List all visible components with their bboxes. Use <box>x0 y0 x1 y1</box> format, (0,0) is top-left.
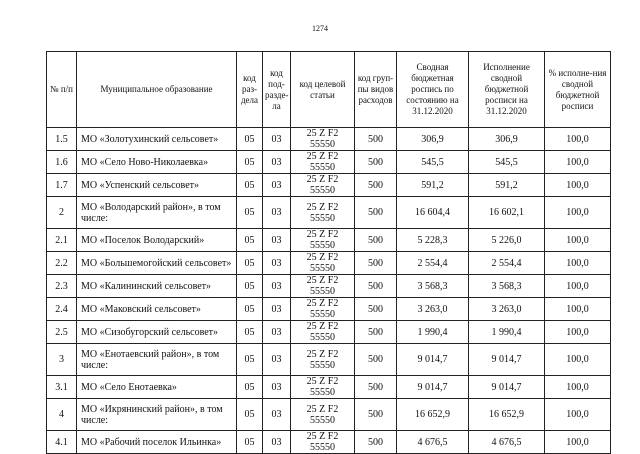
header-expense-group-code: код груп-пы видов расходов <box>355 52 397 128</box>
percent-cell: 100,0 <box>545 128 611 151</box>
header-subsection-code: код под-разде-ла <box>263 52 291 128</box>
table-row <box>47 197 611 229</box>
section-code-cell: 05 <box>237 376 263 399</box>
municipality-cell: МО «Икрянинский район», в том числе: <box>77 399 237 431</box>
target-article-cell: 25 Z F2 55550 <box>291 431 355 454</box>
execution-cell: 2 554,4 <box>469 252 545 275</box>
municipality-cell: МО «Золотухинский сельсовет» <box>77 128 237 151</box>
section-code-cell: 05 <box>237 431 263 454</box>
expense-group-cell: 500 <box>355 344 397 376</box>
section-code-cell: 05 <box>237 174 263 197</box>
percent-cell: 100,0 <box>545 275 611 298</box>
table-row <box>47 399 611 431</box>
table-row <box>47 344 611 376</box>
row-number-cell: 2.4 <box>47 298 77 321</box>
execution-cell: 3 568,3 <box>469 275 545 298</box>
table-row <box>47 275 611 298</box>
section-code-cell: 05 <box>237 321 263 344</box>
header-execution: Исполнение сводной бюджетной росписи на 31.12.2020 <box>469 52 545 128</box>
municipality-cell: МО «Поселок Володарский» <box>77 229 237 252</box>
header-execution-percent: % исполне-ния сводной бюджетной росписи <box>545 52 611 128</box>
subsection-code-cell: 03 <box>263 298 291 321</box>
expense-group-cell: 500 <box>355 321 397 344</box>
table-row <box>47 431 611 454</box>
municipality-cell: МО «Рабочий поселок Ильинка» <box>77 431 237 454</box>
table-row <box>47 128 611 151</box>
budget-list-cell: 306,9 <box>397 128 469 151</box>
municipality-cell: МО «Калининский сельсовет» <box>77 275 237 298</box>
percent-cell: 100,0 <box>545 229 611 252</box>
target-article-cell: 25 Z F2 55550 <box>291 151 355 174</box>
budget-list-cell: 16 652,9 <box>397 399 469 431</box>
subsection-code-cell: 03 <box>263 252 291 275</box>
table-row <box>47 252 611 275</box>
municipality-cell: МО «Село Ново-Николаевка» <box>77 151 237 174</box>
expense-group-cell: 500 <box>355 128 397 151</box>
subsection-code-cell: 03 <box>263 151 291 174</box>
expense-group-cell: 500 <box>355 376 397 399</box>
percent-cell: 100,0 <box>545 321 611 344</box>
budget-list-cell: 4 676,5 <box>397 431 469 454</box>
target-article-cell: 25 Z F2 55550 <box>291 229 355 252</box>
percent-cell: 100,0 <box>545 197 611 229</box>
subsection-code-cell: 03 <box>263 431 291 454</box>
budget-list-cell: 545,5 <box>397 151 469 174</box>
percent-cell: 100,0 <box>545 174 611 197</box>
table-row <box>47 151 611 174</box>
expense-group-cell: 500 <box>355 197 397 229</box>
row-number-cell: 3.1 <box>47 376 77 399</box>
execution-cell: 1 990,4 <box>469 321 545 344</box>
percent-cell: 100,0 <box>545 151 611 174</box>
section-code-cell: 05 <box>237 197 263 229</box>
subsection-code-cell: 03 <box>263 399 291 431</box>
row-number-cell: 1.5 <box>47 128 77 151</box>
section-code-cell: 05 <box>237 252 263 275</box>
table-row <box>47 174 611 197</box>
percent-cell: 100,0 <box>545 376 611 399</box>
percent-cell: 100,0 <box>545 252 611 275</box>
execution-cell: 16 652,9 <box>469 399 545 431</box>
percent-cell: 100,0 <box>545 344 611 376</box>
execution-cell: 4 676,5 <box>469 431 545 454</box>
target-article-cell: 25 Z F2 55550 <box>291 321 355 344</box>
municipality-cell: МО «Енотаевский район», в том числе: <box>77 344 237 376</box>
expense-group-cell: 500 <box>355 151 397 174</box>
header-number: № п/п <box>47 52 77 128</box>
budget-list-cell: 9 014,7 <box>397 376 469 399</box>
section-code-cell: 05 <box>237 344 263 376</box>
percent-cell: 100,0 <box>545 298 611 321</box>
row-number-cell: 3 <box>47 344 77 376</box>
percent-cell: 100,0 <box>545 399 611 431</box>
expense-group-cell: 500 <box>355 275 397 298</box>
execution-cell: 9 014,7 <box>469 376 545 399</box>
target-article-cell: 25 Z F2 55550 <box>291 252 355 275</box>
execution-cell: 9 014,7 <box>469 344 545 376</box>
target-article-cell: 25 Z F2 55550 <box>291 399 355 431</box>
section-code-cell: 05 <box>237 151 263 174</box>
target-article-cell: 25 Z F2 55550 <box>291 298 355 321</box>
execution-cell: 3 263,0 <box>469 298 545 321</box>
subsection-code-cell: 03 <box>263 229 291 252</box>
expense-group-cell: 500 <box>355 174 397 197</box>
table-row <box>47 229 611 252</box>
row-number-cell: 1.6 <box>47 151 77 174</box>
target-article-cell: 25 Z F2 55550 <box>291 128 355 151</box>
execution-cell: 591,2 <box>469 174 545 197</box>
row-number-cell: 1.7 <box>47 174 77 197</box>
section-code-cell: 05 <box>237 275 263 298</box>
section-code-cell: 05 <box>237 298 263 321</box>
subsection-code-cell: 03 <box>263 321 291 344</box>
expense-group-cell: 500 <box>355 399 397 431</box>
execution-cell: 306,9 <box>469 128 545 151</box>
row-number-cell: 2.3 <box>47 275 77 298</box>
header-budget-list: Сводная бюджетная роспись по состоянию на 31.12.2020 <box>397 52 469 128</box>
expense-group-cell: 500 <box>355 298 397 321</box>
table-body <box>47 128 611 454</box>
municipality-cell: МО «Успенский сельсовет» <box>77 174 237 197</box>
expense-group-cell: 500 <box>355 252 397 275</box>
subsection-code-cell: 03 <box>263 344 291 376</box>
execution-cell: 5 226,0 <box>469 229 545 252</box>
target-article-cell: 25 Z F2 55550 <box>291 174 355 197</box>
budget-list-cell: 1 990,4 <box>397 321 469 344</box>
execution-cell: 16 602,1 <box>469 197 545 229</box>
section-code-cell: 05 <box>237 229 263 252</box>
budget-list-cell: 591,2 <box>397 174 469 197</box>
budget-list-cell: 9 014,7 <box>397 344 469 376</box>
table-row <box>47 298 611 321</box>
budget-table <box>46 51 611 454</box>
header-municipality: Муниципальное образование <box>77 52 237 128</box>
municipality-cell: МО «Село Енотаевка» <box>77 376 237 399</box>
target-article-cell: 25 Z F2 55550 <box>291 197 355 229</box>
expense-group-cell: 500 <box>355 431 397 454</box>
budget-list-cell: 3 568,3 <box>397 275 469 298</box>
municipality-cell: МО «Маковский сельсовет» <box>77 298 237 321</box>
execution-cell: 545,5 <box>469 151 545 174</box>
table-header-row <box>47 52 611 128</box>
budget-list-cell: 16 604,4 <box>397 197 469 229</box>
target-article-cell: 25 Z F2 55550 <box>291 344 355 376</box>
subsection-code-cell: 03 <box>263 174 291 197</box>
section-code-cell: 05 <box>237 399 263 431</box>
row-number-cell: 2.2 <box>47 252 77 275</box>
row-number-cell: 2 <box>47 197 77 229</box>
header-section-code: код раз-дела <box>237 52 263 128</box>
budget-list-cell: 2 554,4 <box>397 252 469 275</box>
target-article-cell: 25 Z F2 55550 <box>291 275 355 298</box>
section-code-cell: 05 <box>237 128 263 151</box>
municipality-cell: МО «Сизобугорский сельсовет» <box>77 321 237 344</box>
budget-list-cell: 5 228,3 <box>397 229 469 252</box>
row-number-cell: 4.1 <box>47 431 77 454</box>
budget-list-cell: 3 263,0 <box>397 298 469 321</box>
page-number: 1274 <box>312 24 328 33</box>
row-number-cell: 2.5 <box>47 321 77 344</box>
target-article-cell: 25 Z F2 55550 <box>291 376 355 399</box>
row-number-cell: 2.1 <box>47 229 77 252</box>
subsection-code-cell: 03 <box>263 197 291 229</box>
table-row <box>47 321 611 344</box>
percent-cell: 100,0 <box>545 431 611 454</box>
table-row <box>47 376 611 399</box>
subsection-code-cell: 03 <box>263 376 291 399</box>
subsection-code-cell: 03 <box>263 275 291 298</box>
header-target-article-code: код целевой статьи <box>291 52 355 128</box>
row-number-cell: 4 <box>47 399 77 431</box>
municipality-cell: МО «Володарский район», в том числе: <box>77 197 237 229</box>
expense-group-cell: 500 <box>355 229 397 252</box>
subsection-code-cell: 03 <box>263 128 291 151</box>
municipality-cell: МО «Большемогойский сельсовет» <box>77 252 237 275</box>
